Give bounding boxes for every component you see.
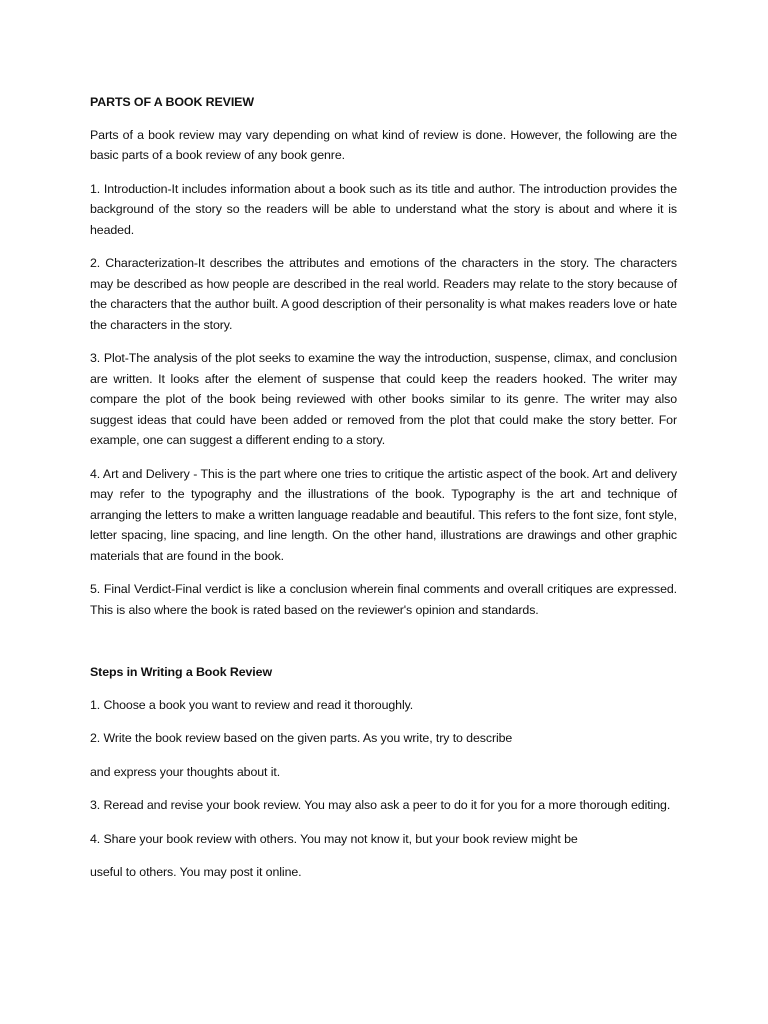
steps-title: Steps in Writing a Book Review: [90, 665, 272, 679]
document-page: [90, 92, 677, 896]
step-3: 3. Reread and revise your book review. You may also ask a peer to do it for you for a more thorough editing.: [90, 798, 671, 812]
document-title: PARTS OF A BOOK REVIEW: [90, 95, 254, 109]
part-characterization: 2. Characterization-It describes the attributes and emotions of the characters in the story. The characters may be described as how people are described in the real world. Readers may relate to the story because of the characters that the author built. A good description of their personality is what makes readers love or hate the characters in the story.: [90, 256, 677, 332]
step-2: 2. Write the book review based on the given parts. As you write, try to describe: [90, 731, 513, 745]
part-final-verdict: 5. Final Verdict-Final verdict is like a conclusion wherein final comments and overall critiques are expressed. This is also where the book is rated based on the reviewer's opinion and standards.: [90, 582, 677, 617]
intro-paragraph: Parts of a book review may vary depending on what kind of review is done. However, the following are the basic parts of a book review of any book genre.: [90, 127, 677, 162]
part-introduction: 1. Introduction-It includes information about a book such as its title and author. The introduction provides the background of the story so the readers will be able to understand what the story is about and where it is headed.: [90, 181, 677, 237]
part-art-and-delivery: 4. Art and Delivery - This is the part where one tries to critique the artistic aspect of the book. Art and delivery may refer to the typography and the illustrations of the book. Typography is the art and technique of arranging the letters to make a written language readable and beautiful. This refers to the font size, font style, letter spacing, line spacing, and line length. On the other hand, illustrations are drawings and other graphic materials that are found in the book.: [90, 466, 677, 563]
step-2-continued: and express your thoughts about it.: [90, 764, 281, 779]
step-4-continued: useful to others. You may post it online.: [90, 865, 302, 879]
step-4: 4. Share your book review with others. You may not know it, but your book review might be: [90, 831, 578, 846]
part-plot: 3. Plot-The analysis of the plot seeks to examine the way the introduction, suspense, climax, and conclusion are written. It looks after the element of suspense that could keep the readers hooked. The writer may compare the plot of the book being reviewed with other books similar to its genre. The writer may also suggest ideas that could have been added or removed from the plot that could make the story better. For example, one can suggest a different ending to a story.: [90, 351, 677, 447]
step-1: 1. Choose a book you want to review and read it thoroughly.: [90, 697, 414, 712]
